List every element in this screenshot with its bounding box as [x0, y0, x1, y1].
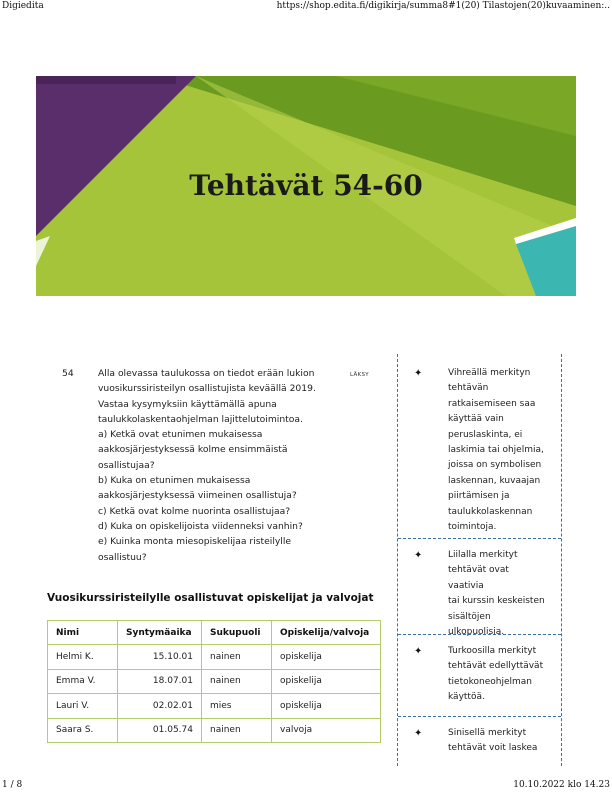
note-line: piirtämisen ja: [448, 491, 510, 502]
print-footer: [0, 778, 612, 792]
table-header-row: [48, 621, 381, 645]
site-name: Digiedita: [2, 1, 44, 11]
column-header-role: Opiskelija/valvoja: [272, 621, 381, 645]
print-header: [0, 0, 612, 14]
task-line: osallistuu?: [98, 551, 147, 563]
star-icon: ✦: [414, 550, 423, 561]
task-line: osallistujaa?: [98, 459, 155, 471]
cell-role: valvoja: [272, 718, 381, 742]
task-line: aakkosjärjestyksessä kolme ensimmäistä: [98, 444, 288, 456]
cell-role: opiskelija: [272, 645, 381, 669]
cell-gender: mies: [202, 694, 272, 718]
legend-divider: [398, 634, 561, 635]
star-icon: ✦: [414, 728, 423, 739]
homework-tag: LÄKSY: [350, 372, 369, 378]
cell-gender: nainen: [202, 669, 272, 693]
note-line: käyttöä.: [448, 692, 485, 703]
task-line: b) Kuka on etunimen mukaisessa: [98, 475, 251, 487]
task-line: Alla olevassa taulukossa on tiedot erään lukion: [98, 368, 315, 379]
table-row: [48, 694, 381, 718]
cell-role: opiskelija: [272, 694, 381, 718]
cell-name: Emma V.: [48, 669, 118, 693]
cell-birthdate: 18.07.01: [118, 669, 202, 693]
task-line: Vastaa kysymyksiin käyttämällä apuna: [98, 398, 277, 410]
note-line: laskimia tai ohjelmia,: [448, 445, 544, 456]
page-counter: 1 / 8: [2, 780, 23, 790]
task-line: c) Ketkä ovat kolme nuorinta osallistujaa?: [98, 505, 291, 517]
page-url: https://shop.edita.fi/digikirja/summa8#1(20) Tilastojen(20)kuvaaminen:..: [276, 1, 610, 11]
cell-name: Saara S.: [48, 718, 118, 742]
banner-title: Tehtävät 54-60: [189, 169, 423, 202]
note-line: Vihreällä merkityn: [448, 368, 531, 378]
legend-divider: [398, 716, 561, 717]
print-datetime: 10.10.2022 klo 14.23: [513, 780, 610, 790]
note-line: Liilalla merkityt: [448, 550, 518, 560]
column-header-birthdate: Syntymäaika: [118, 621, 202, 645]
note-line: Turkoosilla merkityt: [448, 646, 537, 656]
task-line: vuosikurssiristeilyn osallistujista keväällä 2019.: [98, 383, 316, 395]
legend-divider: [398, 538, 561, 539]
legend-note-text: [448, 726, 546, 757]
cell-name: Lauri V.: [48, 694, 118, 718]
task-line: aakkosjärjestyksessä viimeinen osallistuja?: [98, 490, 297, 502]
cell-gender: nainen: [202, 718, 272, 742]
legend-note-text: [448, 366, 546, 535]
note-line: laskennan, kuvaajan: [448, 475, 541, 486]
cell-birthdate: 02.02.01: [118, 694, 202, 718]
task-line: taulukkolaskentaohjelman lajittelutoimintoa.: [98, 413, 303, 425]
column-header-name: Nimi: [48, 621, 118, 645]
legend-note-text: [448, 644, 546, 706]
note-line: joissa on symbolisen: [448, 460, 542, 471]
note-line: taulukkolaskennan: [448, 506, 533, 517]
note-line: sisältöjen: [448, 611, 491, 622]
cell-birthdate: 01.05.74: [118, 718, 202, 742]
note-line: ratkaisemiseen saa: [448, 398, 536, 409]
legend-sidebar: [397, 354, 562, 766]
task-text: [98, 366, 328, 565]
table-row: [48, 669, 381, 693]
star-icon: ✦: [414, 646, 423, 657]
note-line: käyttää vain: [448, 414, 504, 425]
table-title: Vuosikurssiristeilylle osallistuvat opiskelijat ja valvojat: [47, 592, 374, 604]
task-number: 54: [62, 368, 74, 379]
star-icon: ✦: [414, 368, 423, 379]
note-line: ulkopuolisia.: [448, 627, 505, 638]
table-row: [48, 645, 381, 669]
note-line: peruslaskinta, ei: [448, 429, 523, 440]
note-line: toimintoja.: [448, 522, 497, 533]
note-line: Sinisellä merkityt: [448, 728, 527, 738]
note-line: tehtävät voit laskea: [448, 743, 538, 754]
note-line: tai kurssin keskeisten: [448, 596, 545, 607]
cell-role: opiskelija: [272, 669, 381, 693]
note-line: tehtävät ovat vaativia: [448, 565, 509, 591]
column-header-gender: Sukupuoli: [202, 621, 272, 645]
note-line: tehtävän: [448, 383, 489, 394]
legend-note-text: [448, 548, 546, 640]
task-line: a) Ketkä ovat etunimen mukaisessa: [98, 429, 263, 441]
task-line: d) Kuka on opiskelijoista viidenneksi vanhin?: [98, 520, 303, 532]
table-row: [48, 718, 381, 742]
task-line: e) Kuinka monta miesopiskelijaa risteilylle: [98, 536, 292, 548]
cell-birthdate: 15.10.01: [118, 645, 202, 669]
note-line: tehtävät edellyttävät: [448, 661, 544, 672]
cell-name: Helmi K.: [48, 645, 118, 669]
note-line: tietokoneohjelman: [448, 676, 532, 687]
cell-gender: nainen: [202, 645, 272, 669]
chapter-banner: [36, 76, 576, 296]
participants-table: [47, 620, 381, 743]
